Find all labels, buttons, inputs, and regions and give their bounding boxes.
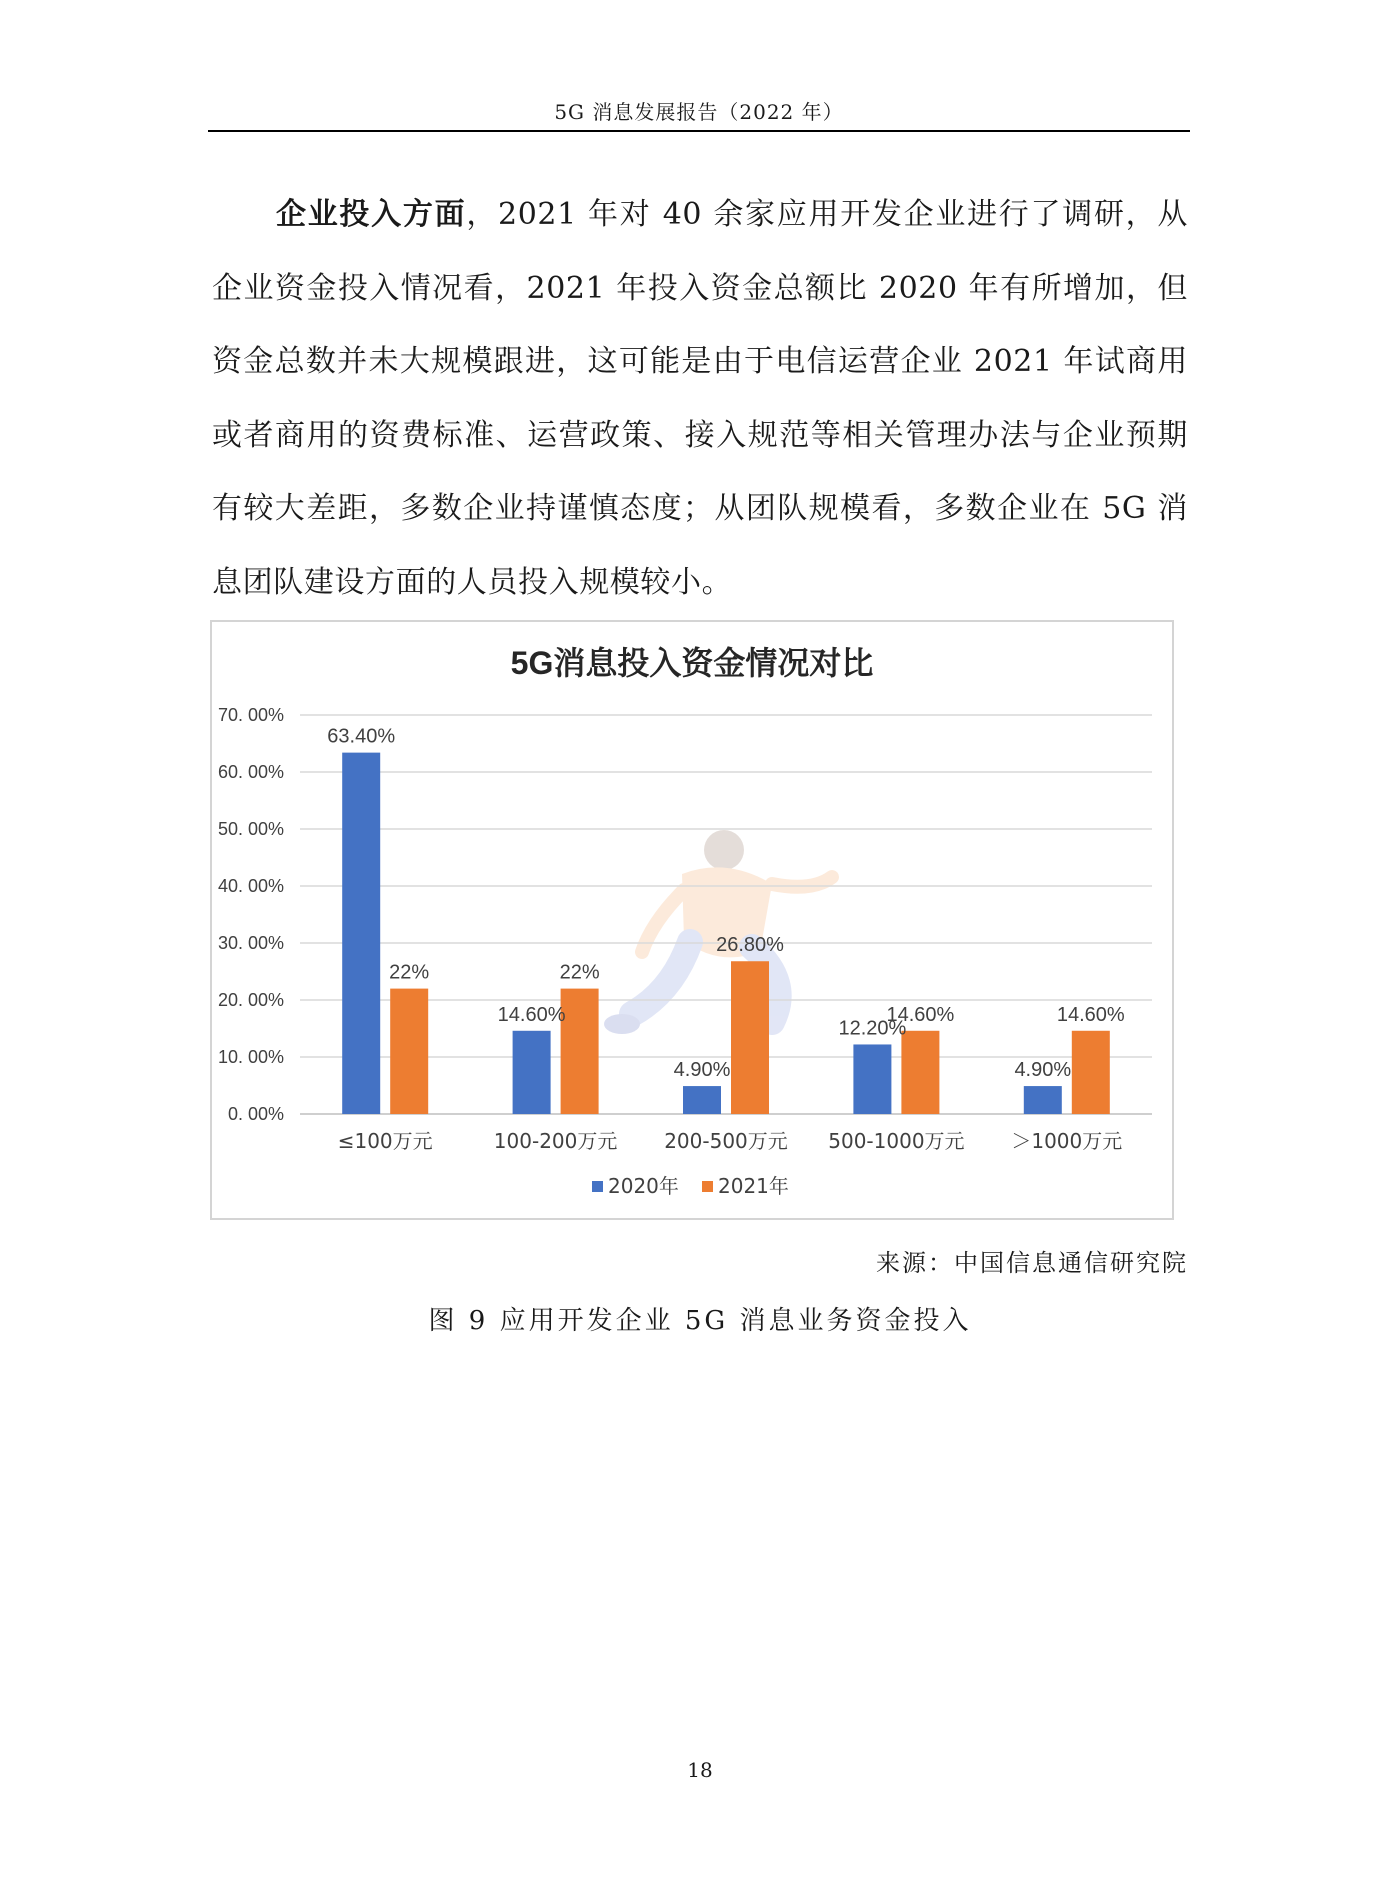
y-tick-label: 20. 00% (217, 990, 284, 1010)
bar-data-label: 26.80% (716, 934, 784, 957)
chart-frame (210, 620, 1174, 1220)
bar (731, 961, 769, 1114)
bar (853, 1044, 891, 1114)
bar (513, 1031, 551, 1114)
bar-chart (212, 622, 1172, 1218)
x-tick-label: 100-200万元 (493, 1129, 618, 1153)
paragraph-text: ，2021 年对 40 余家应用开发企业进行了调研，从企业资金投入情况看，2021 年投入资金总额比 2020 年有所增加，但资金总数并未大规模跟进，这可能是由于电信运营企业 2021 年试商用或者商用的资费标准、运营政策、接入规范等相关管理办法与企业预期有较大差距，多数企业持谨慎态度；从团队规模看，多数企业在 5G 消息团队建设方面的人员投入规模较小。 (212, 197, 1188, 600)
y-tick-label: 30. 00% (217, 933, 284, 953)
figure-caption: 图 9 应用开发企业 5G 消息业务资金投入 (428, 1306, 972, 1336)
bar-data-label: 4.90% (1014, 1059, 1072, 1082)
bar (901, 1031, 939, 1114)
y-tick-label: 70. 00% (217, 705, 284, 725)
y-tick-label: 40. 00% (217, 876, 284, 896)
watermark-figure-icon (604, 830, 832, 1034)
x-axis-ticks (338, 1129, 1123, 1153)
y-tick-label: 50. 00% (217, 819, 284, 839)
bar-data-label: 63.40% (327, 725, 396, 748)
x-tick-label: ≤100万元 (337, 1129, 433, 1153)
legend-swatch (592, 1181, 603, 1192)
y-tick-label: 60. 00% (217, 762, 284, 782)
x-tick-label: 200-500万元 (664, 1129, 788, 1153)
chart-title: 5G消息投入资金情况对比 (510, 645, 874, 681)
running-head: 5G 消息发展报告（2022 年） (554, 100, 844, 124)
x-tick-label: ＞1000万元 (1011, 1129, 1123, 1153)
header-rule (208, 130, 1190, 132)
bar (683, 1086, 721, 1114)
bar (1024, 1086, 1062, 1114)
bar (342, 753, 380, 1114)
bar (1072, 1031, 1110, 1114)
x-tick-label: 500-1000万元 (828, 1129, 965, 1153)
bar-data-label: 12.20% (838, 1017, 907, 1040)
bar (561, 989, 599, 1114)
bar (390, 989, 428, 1114)
y-tick-label: 10. 00% (217, 1047, 284, 1067)
lead-bold: 企业投入方面 (276, 197, 467, 232)
bar-data-label: 14.60% (886, 1003, 955, 1026)
bar-data-label: 22% (559, 961, 600, 984)
chart-legend (592, 1174, 789, 1198)
y-axis-ticks (218, 705, 284, 1124)
legend-swatch (702, 1181, 713, 1192)
bar-data-label: 22% (389, 961, 430, 984)
bar-data-label: 14.60% (1056, 1003, 1125, 1026)
bar-data-label: 14.60% (497, 1003, 566, 1026)
bar-data-label: 4.90% (673, 1059, 731, 1082)
body-paragraph (212, 178, 1188, 619)
legend-label: 2021年 (718, 1174, 789, 1198)
figure-source: 来源：中国信息通信研究院 (876, 1249, 1188, 1277)
legend-label: 2020年 (608, 1174, 679, 1198)
page-number: 18 (687, 1758, 713, 1782)
y-tick-label: 0. 00% (227, 1104, 284, 1124)
